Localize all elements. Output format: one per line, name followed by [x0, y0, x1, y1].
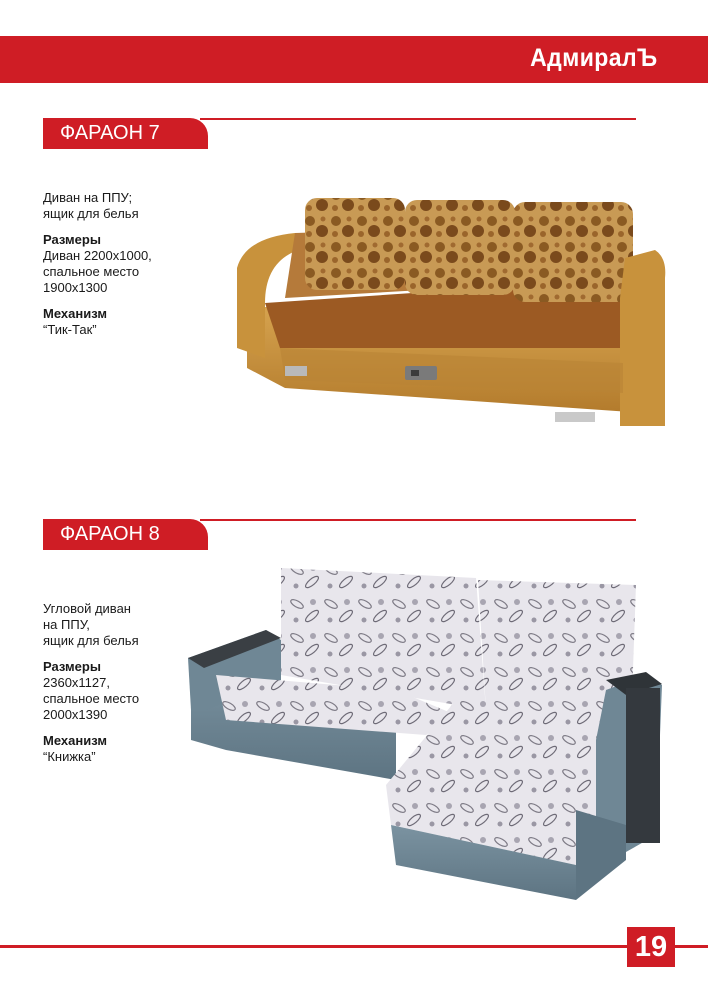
- section-rule: [200, 519, 636, 521]
- page-number: 19: [627, 927, 675, 967]
- product-title: ФАРАОН 8: [43, 519, 208, 550]
- dimensions-heading: Размеры: [43, 232, 101, 247]
- description-line: ящик для белья: [43, 633, 139, 648]
- sofa-faraon-7-image: [225, 188, 670, 433]
- dimensions-line: спальное место: [43, 264, 140, 279]
- description-line: Диван на ППУ;: [43, 190, 133, 205]
- mechanism-value: “Тик-Так”: [43, 322, 97, 337]
- description-line: ящик для белья: [43, 206, 139, 221]
- product-description: [43, 190, 152, 348]
- footer-bar: [0, 945, 708, 948]
- dimensions-heading: Размеры: [43, 659, 101, 674]
- product-title: ФАРАОН 7: [43, 118, 208, 149]
- sofa-faraon-8-image: [186, 560, 666, 905]
- dimensions-line: 1900х1300: [43, 280, 108, 295]
- dimensions-line: спальное место: [43, 691, 140, 706]
- dimensions-line: 2000х1390: [43, 707, 108, 722]
- mechanism-value: “Книжка”: [43, 749, 96, 764]
- description-line: Угловой диван: [43, 601, 131, 616]
- dimensions-line: Диван 2200х1000,: [43, 248, 152, 263]
- brand-logo: АдмиралЪ: [530, 44, 658, 72]
- dimensions-line: 2360х1127,: [43, 675, 110, 690]
- section-rule: [200, 118, 636, 120]
- mechanism-heading: Механизм: [43, 733, 107, 748]
- description-line: на ППУ,: [43, 617, 90, 632]
- mechanism-heading: Механизм: [43, 306, 107, 321]
- product-description: [43, 601, 139, 775]
